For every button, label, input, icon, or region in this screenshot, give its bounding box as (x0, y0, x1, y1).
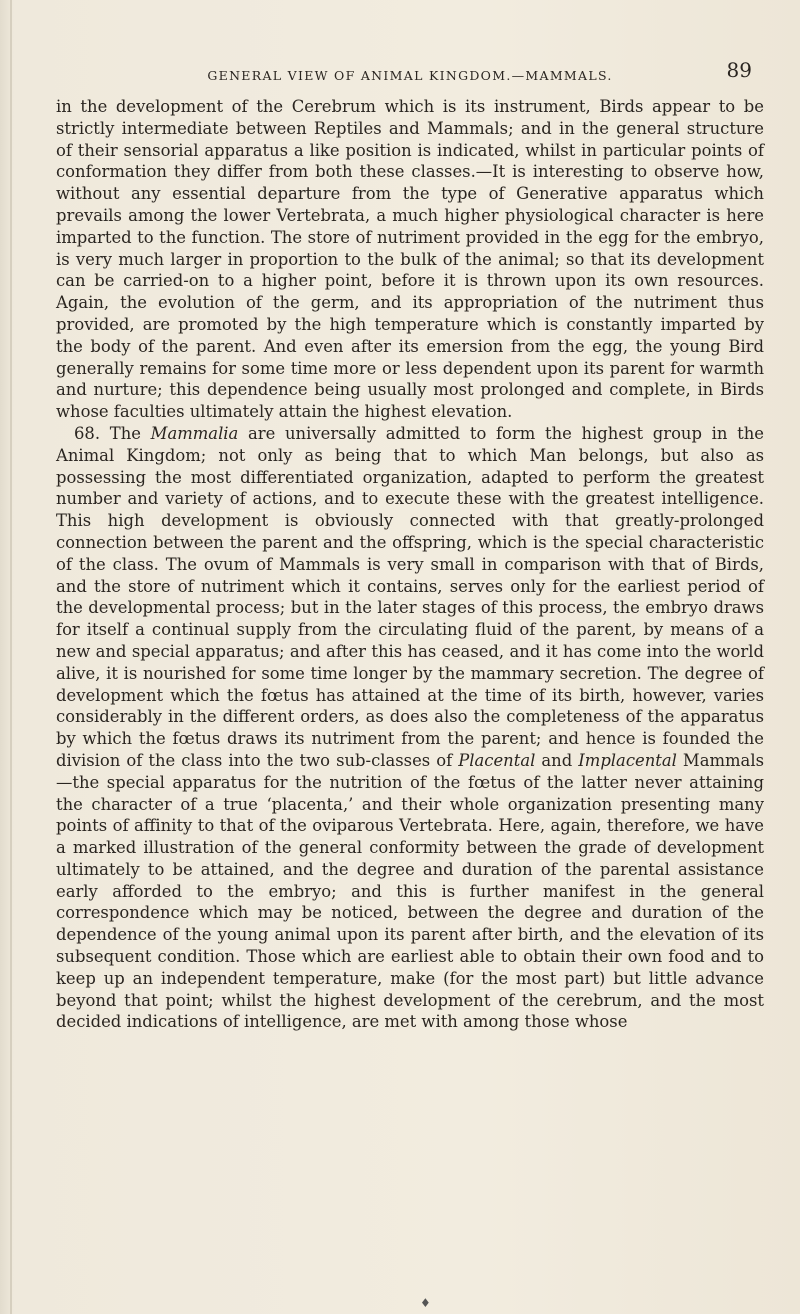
conjunction-and: and (541, 750, 573, 770)
term-placental: Placental (458, 750, 536, 770)
section-number: 68. (74, 423, 101, 443)
footer-ornament: ♦ (420, 1296, 431, 1310)
term-implacental: Implacental (578, 750, 677, 770)
paragraph-birds (56, 96, 764, 423)
body-text (56, 96, 764, 1033)
lead-word: The (109, 423, 141, 443)
term-mammalia: Mammalia (150, 423, 239, 443)
page-number: 89 (726, 58, 752, 82)
paragraph-mammalia (56, 423, 764, 1033)
paragraph-birds-text: in the development of the Cerebrum which is its instrument, Birds appear to be strictly intermediate between Reptiles and Mammals; and in the general structure of their sensorial apparatus a like position is indicated, whilst in particular points of conformation they differ from both these classes.—It is interesting to observe how, without any essential departure from the type of Generative apparatus which prevails among the lower Vertebrata, a much higher physiological character is here imparted to the function. The store of nutriment provided in the egg for the embryo, is very much larger in proportion to the bulk of the animal; so that its development can be carried-on to a higher point, before it is thrown upon its own resources. Again, the evolution of the germ, and its appropriation of the nutriment thus provided, are promoted by the high temperature which is constantly imparted by the body of the parent. And even after its emersion from the egg, the young Bird generally remains for some time more or less dependent upon its parent for warmth and nurture; this dependence being usually most prolonged and complete, in Birds whose faculties ultimately attain the highest elevation. (56, 97, 764, 422)
mammalia-text-part1: are universally admitted to form the highest group in the Animal Kingdom; not only as being that to which Man belongs, but also as possessing the most differentiated organization, adapted to perform the greatest number and variety of actions, and to execute these with the greatest intelligence. This high development is obviously connected with that greatly-prolonged connection between the parent and the offspring, which is the special characteristic of the class. The ovum of Mammals is very small in comparison with that of Birds, and the store of nutriment which it contains, serves only for the earliest period of the developmental process; but in the later stages of this process, the embryo draws for itself a continual supply from the circulating fluid of the parent, by means of a new and special apparatus; and after this has ceased, and it has come into the world alive, it is nourished for some time longer by the mammary secretion. The degree of development which the fœtus has attained at the time of its birth, however, varies considerably in the different orders, as does also the completeness of the apparatus by which the fœtus draws its nutriment from the parent; and hence is founded the division of the class into the two sub-classes of (56, 423, 764, 770)
mammalia-text-part2: Mammals—the special apparatus for the nutrition of the fœtus of the latter never attaining the character of a true ‘placenta,’ and their whole organization presenting many points of affinity to that of the oviparous Vertebrata. Here, again, therefore, we have a marked illustration of the general conformity between the grade of development ultimately to be attained, and the degree and duration of the parental assistance early afforded to the embryo; and this is further manifest in the general correspondence which may be noticed, between the degree and duration of the dependence of the young animal upon its parent after birth, and the elevation of its subsequent condition. Those which are earliest able to obtain their own food and to keep up an independent temperature, make (for the most part) but little advance beyond that point; whilst the highest development of the cerebrum, and the most decided indications of intelligence, are met with among those whose (56, 750, 764, 1032)
running-title: GENERAL VIEW OF ANIMAL KINGDOM.—MAMMALS. (207, 68, 613, 83)
running-head (56, 58, 764, 84)
